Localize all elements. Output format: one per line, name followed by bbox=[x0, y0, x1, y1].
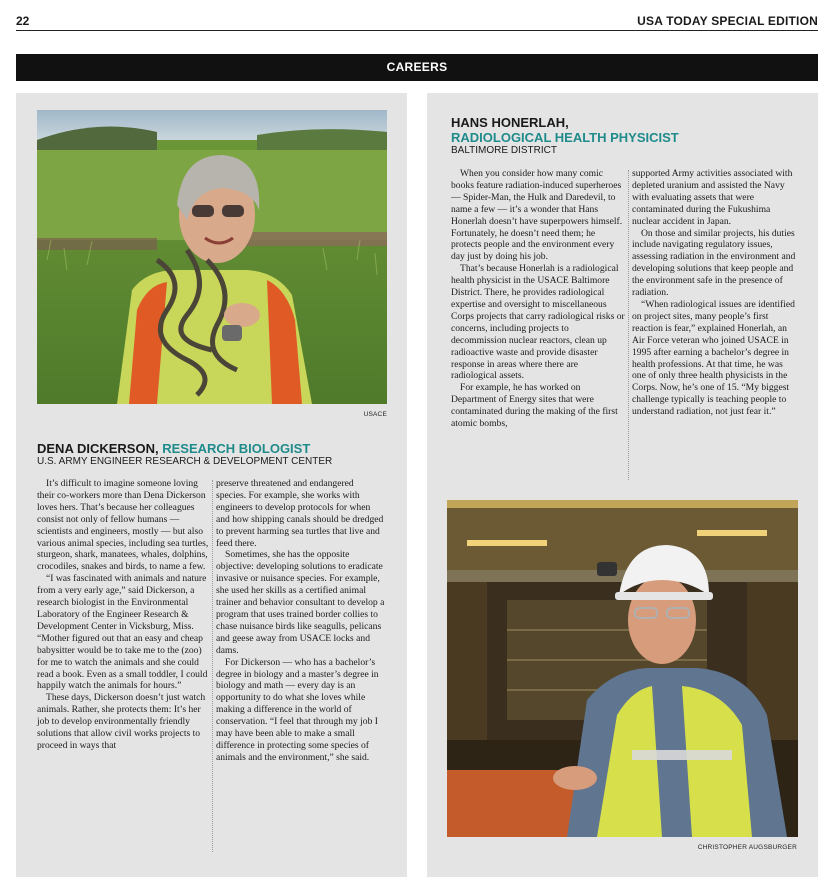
subject-name: HANS HONERLAH, bbox=[451, 115, 569, 130]
article-column-1 bbox=[37, 478, 210, 752]
paragraph: It’s difficult to imagine someone loving their co-workers more than Dena Dickerson loves hers. That’s because her colleagues consist not only of fellow humans — scientists and engineers, mostly — but also various animal species, including sea turtles, sturgeon, shark, manatees, whales, dolphins, crocodiles, snakes and birds, to name a few. bbox=[37, 478, 209, 573]
paragraph: For example, he has worked on Department of Energy sites that were contaminated during the making of the first atomic bombs, bbox=[451, 382, 618, 430]
subject-name: DENA DICKERSON, bbox=[37, 441, 159, 456]
section-banner: CAREERS bbox=[16, 54, 818, 81]
article-column-2 bbox=[216, 478, 386, 764]
paragraph: Sometimes, she has the opposite objective: developing solutions to eradicate invasive or nuisance species. For example, she used her skills as a certified animal trainer and behavior consultant to develop a program that uses trained border collies to chase nuisance birds like seagulls, pelicans and geese away from USACE locks and dams. bbox=[216, 549, 385, 656]
paragraph: When you consider how many comic books feature radiation-induced superheroes — Spider-Man, the Hulk and Daredevil, to name a few — it’s a wonder that Hans Honerlah doesn’t have superpowers himself. Fortunately, he doesn’t need them; he protects people and the environment every day just by doing his job. bbox=[451, 168, 623, 263]
paragraph: These days, Dickerson doesn’t just watch animals. Rather, she protects them: It’s her job to develop environmentally friendly solutions that allow civil works projects to proceed in ways that bbox=[37, 692, 206, 751]
column-divider bbox=[212, 480, 213, 852]
subject-title: RESEARCH BIOLOGIST bbox=[162, 441, 311, 456]
page-header bbox=[16, 14, 818, 31]
left-story-panel bbox=[16, 93, 407, 877]
paragraph: On those and similar projects, his duties include navigating regulatory issues, assessing radiation in the environment and developing solutions that keep people and the environment safe in the presence of radiation. bbox=[632, 227, 796, 299]
subject-title: RADIOLOGICAL HEALTH PHYSICIST bbox=[451, 130, 679, 145]
photo-credit: USACE bbox=[363, 411, 387, 418]
paragraph: supported Army activities associated with depleted uranium and assisted the Navy with evaluating assets that were contaminated during the Fukushima nuclear accident in Japan. bbox=[632, 168, 793, 227]
right-story-panel bbox=[427, 93, 818, 877]
article-column-2 bbox=[632, 168, 798, 418]
subject-name-heading bbox=[37, 441, 310, 456]
article-column-1 bbox=[451, 168, 626, 430]
column-divider bbox=[628, 170, 629, 480]
photo-credit: CHRISTOPHER AUGSBURGER bbox=[697, 844, 797, 851]
paragraph: “When radiological issues are identified on project sites, many people’s first reaction is fear,” explained Honerlah, an Air Force veteran who joined USACE in 1995 after earning a bachelor’s degree in health professions. At that time, he was one of only three health physicists in the Corps. Now, he’s one of 15. “My biggest challenge typically is teaching people to understand radiation, not just fear it.” bbox=[632, 298, 795, 418]
paragraph: That’s because Honerlah is a radiological health physicist in the USACE Baltimore District. There, he provides radiological expertise and oversight to miscellaneous Corps projects that carry radiological risks or concerns, including projects to decommission nuclear reactors, clean up radioactive waste and provide disaster response in areas where there are radiological assets. bbox=[451, 263, 625, 382]
subject-organization: BALTIMORE DISTRICT bbox=[451, 145, 557, 156]
paragraph: For Dickerson — who has a bachelor’s degree in biology and a master’s degree in biology and math — every day is an opportunity to do what she loves while making a difference in the world of conservation. “I feel that through my job I may have been able to make a small difference in protecting some species of animals and the environment,” she said. bbox=[216, 656, 379, 763]
biologist-photo bbox=[37, 110, 387, 404]
page-number: 22 bbox=[16, 14, 30, 28]
edition-label: USA TODAY SPECIAL EDITION bbox=[637, 14, 818, 28]
physicist-photo bbox=[447, 500, 798, 837]
subject-organization: U.S. ARMY ENGINEER RESEARCH & DEVELOPMENT CENTER bbox=[37, 456, 333, 467]
paragraph: preserve threatened and endangered species. For example, she works with engineers to develop protocols for when and how shipping canals should be dredged to prevent harming sea turtles that live and feed there. bbox=[216, 478, 384, 549]
paragraph: “I was fascinated with animals and nature from a very early age,” said Dickerson, a research biologist in the Environmental Laboratory of the Engineer Research & Development Center in Vicksburg, Miss. “Mother figured out that an easy and cheap babysitter would be to take me to the (zoo) for me to watch the animals and she could read a book. Even as a small toddler, I could happily watch the animals for hours.” bbox=[37, 573, 208, 692]
